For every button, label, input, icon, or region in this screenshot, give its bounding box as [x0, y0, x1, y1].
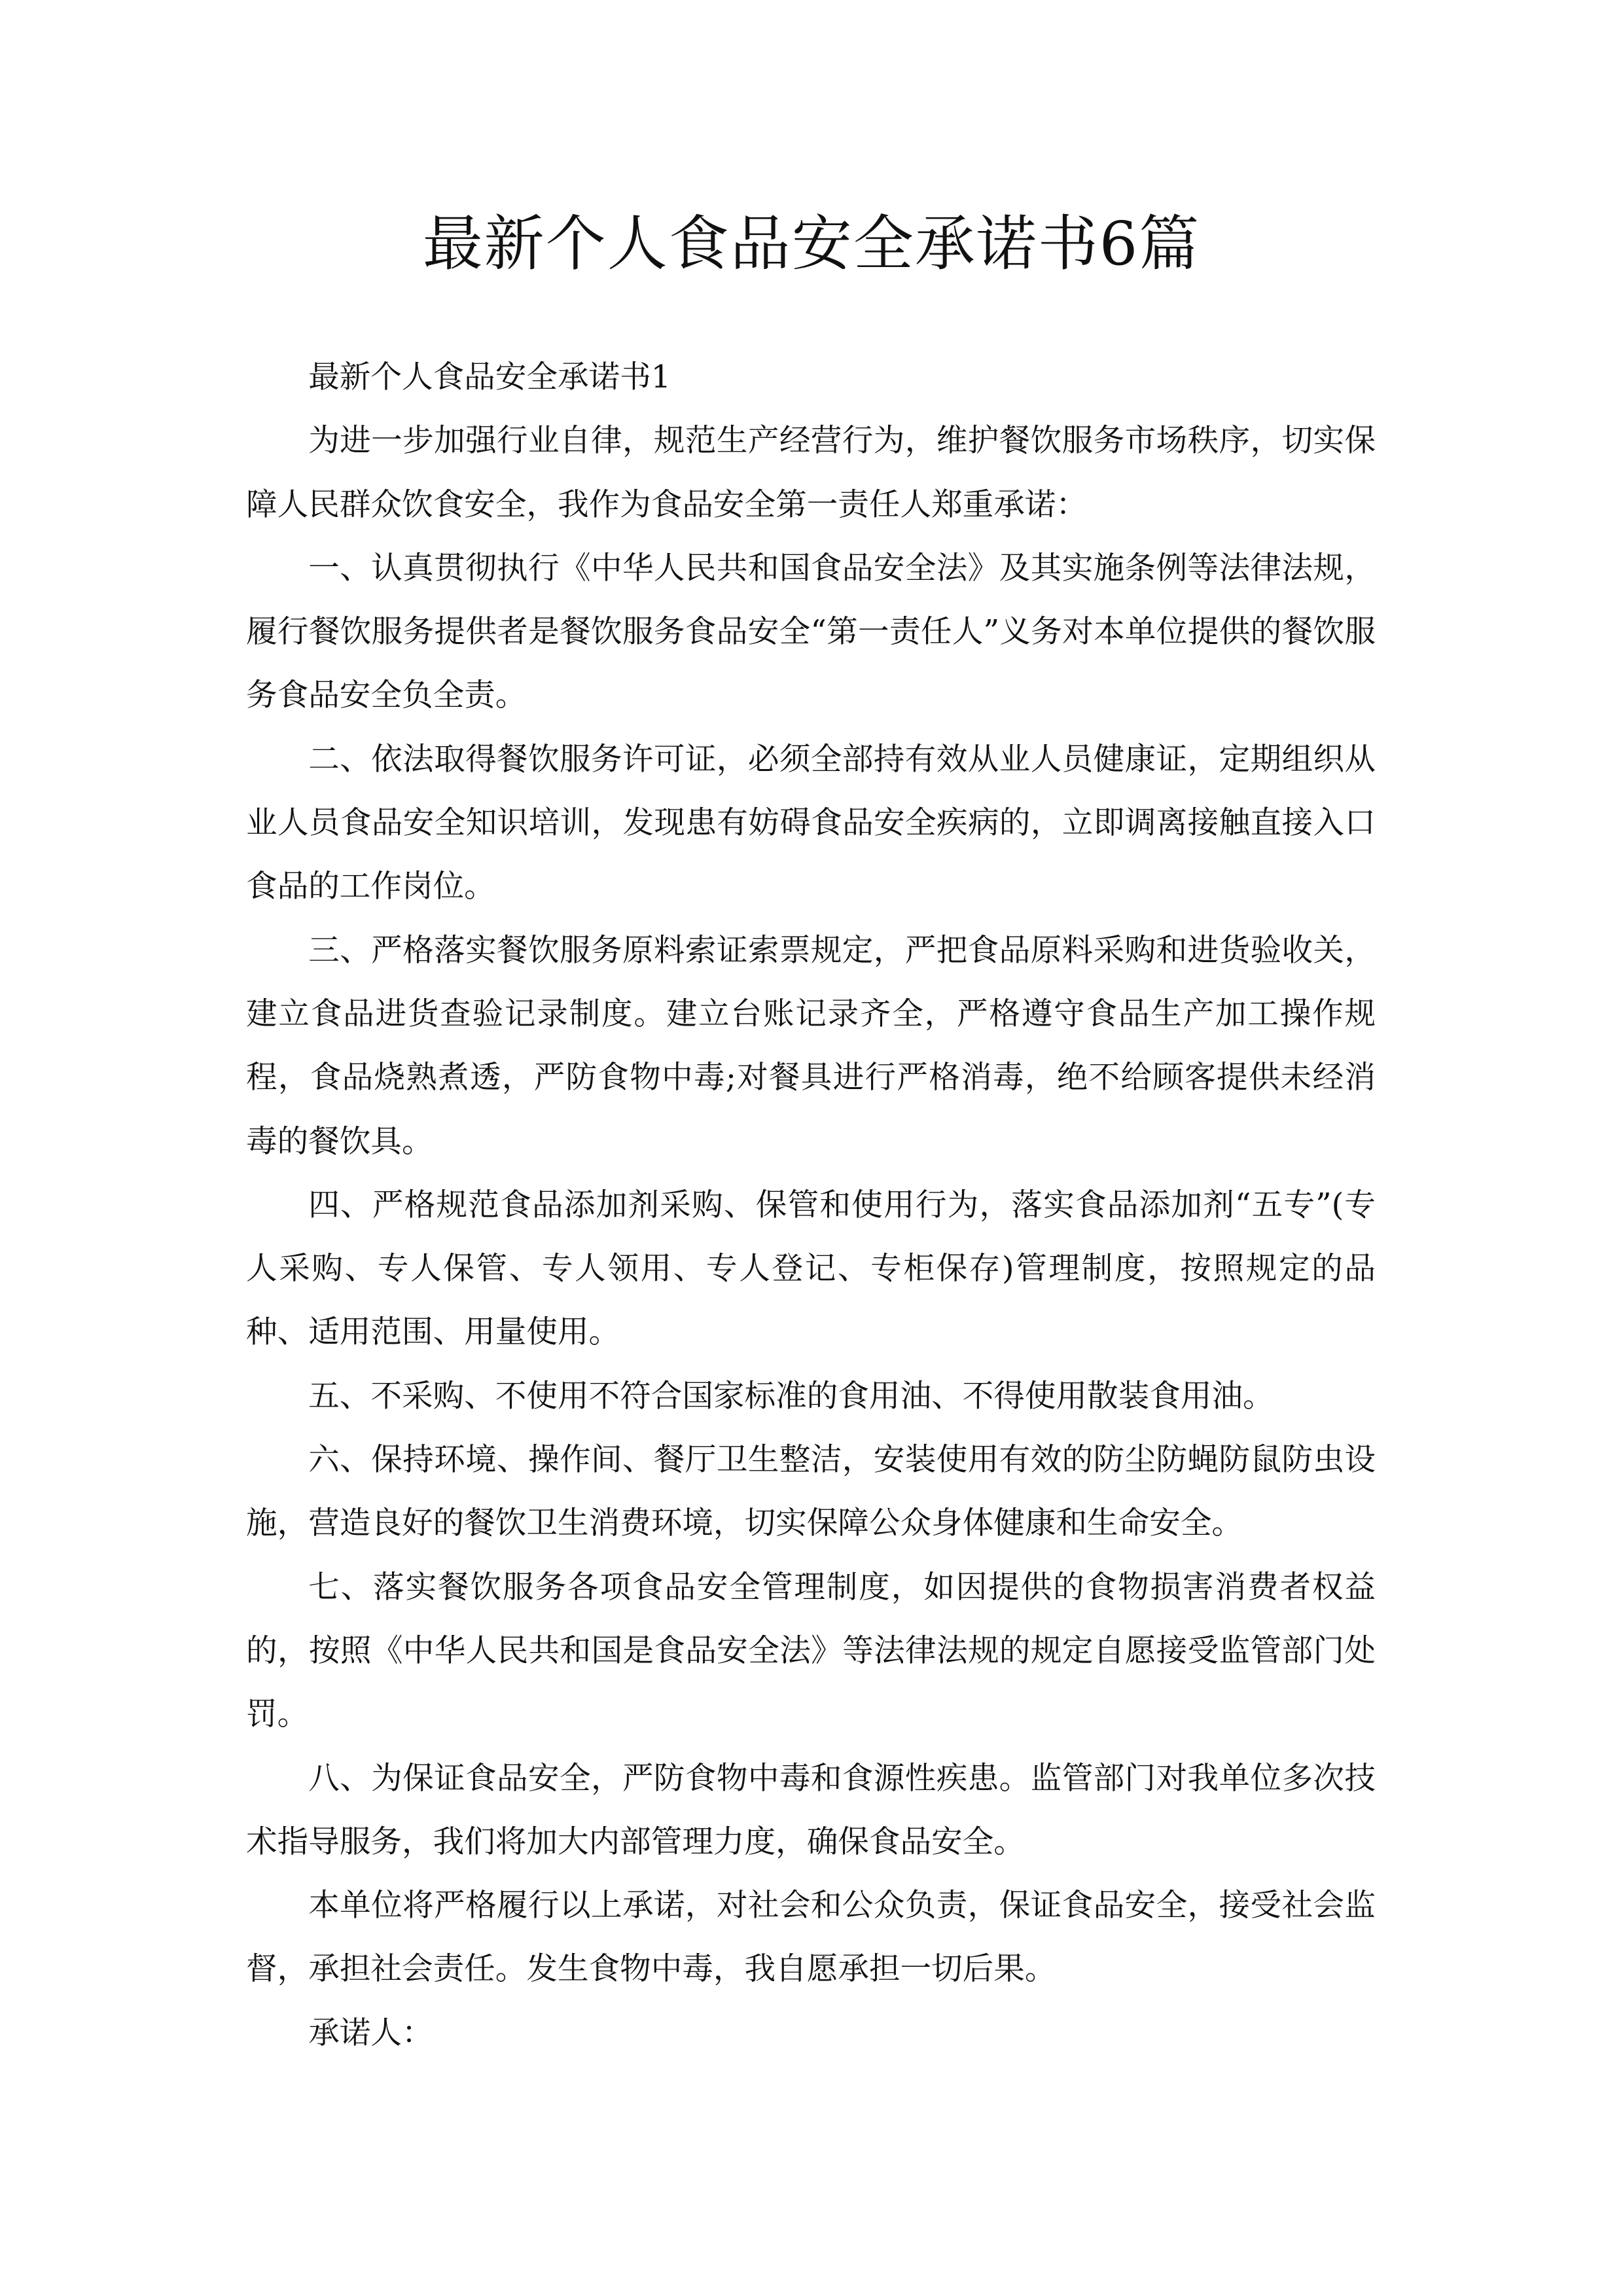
section-heading: 最新个人食品安全承诺书1: [308, 359, 671, 395]
paragraph-item-7: 七、落实餐饮服务各项食品安全管理制度，如因提供的食物损害消费者权益的，按照《中华人民共和国是食品安全法》等法律法规的规定自愿接受监管部门处罚。: [246, 1569, 1376, 1733]
paragraph-item-3: 三、严格落实餐饮服务原料索证索票规定，严把食品原料采购和进货验收关，建立食品进货查验记录制度。建立台账记录齐全，严格遵守食品生产加工操作规程，食品烧熟煮透，严防食物中毒;对餐具进行严格消毒，绝不给顾客提供未经消毒的餐饮具。: [246, 932, 1376, 1160]
document-title: 最新个人食品安全承诺书6篇: [422, 209, 1201, 279]
document-body: [246, 346, 1376, 2065]
paragraph-item-2: 二、依法取得餐饮服务许可证，必须全部持有效从业人员健康证，定期组织从业人员食品安全知识培训，发现患有妨碍食品安全疾病的，立即调离接触直接入口食品的工作岗位。: [246, 741, 1376, 905]
signature-label: 承诺人：: [308, 2015, 433, 2051]
paragraph-item-8: 八、为保证食品安全，严防食物中毒和食源性疾患。监管部门对我单位多次技术指导服务，我们将加大内部管理力度，确保食品安全。: [246, 1760, 1376, 1860]
paragraph-intro: 为进一步加强行业自律，规范生产经营行为，维护餐饮服务市场秩序，切实保障人民群众饮食安全，我作为食品安全第一责任人郑重承诺：: [246, 423, 1376, 523]
paragraph-item-1: 一、认真贯彻执行《中华人民共和国食品安全法》及其实施条例等法律法规，履行餐饮服务提供者是餐饮服务食品安全“第一责任人”义务对本单位提供的餐饮服务食品安全负全责。: [246, 550, 1376, 714]
paragraph-item-6: 六、保持环境、操作间、餐厅卫生整洁，安装使用有效的防尘防蝇防鼠防虫设施，营造良好的餐饮卫生消费环境，切实保障公众身体健康和生命安全。: [246, 1442, 1376, 1542]
paragraph-item-5: 五、不采购、不使用不符合国家标准的食用油、不得使用散装食用油。: [308, 1378, 1274, 1414]
paragraph-closing: 本单位将严格履行以上承诺，对社会和公众负责，保证食品安全，接受社会监督，承担社会责任。发生食物中毒，我自愿承担一切后果。: [246, 1888, 1376, 1988]
paragraph-item-4: 四、严格规范食品添加剂采购、保管和使用行为，落实食品添加剂“五专”(专人采购、专人保管、专人领用、专人登记、专柜保存)管理制度，按照规定的品种、适用范围、用量使用。: [246, 1187, 1376, 1351]
